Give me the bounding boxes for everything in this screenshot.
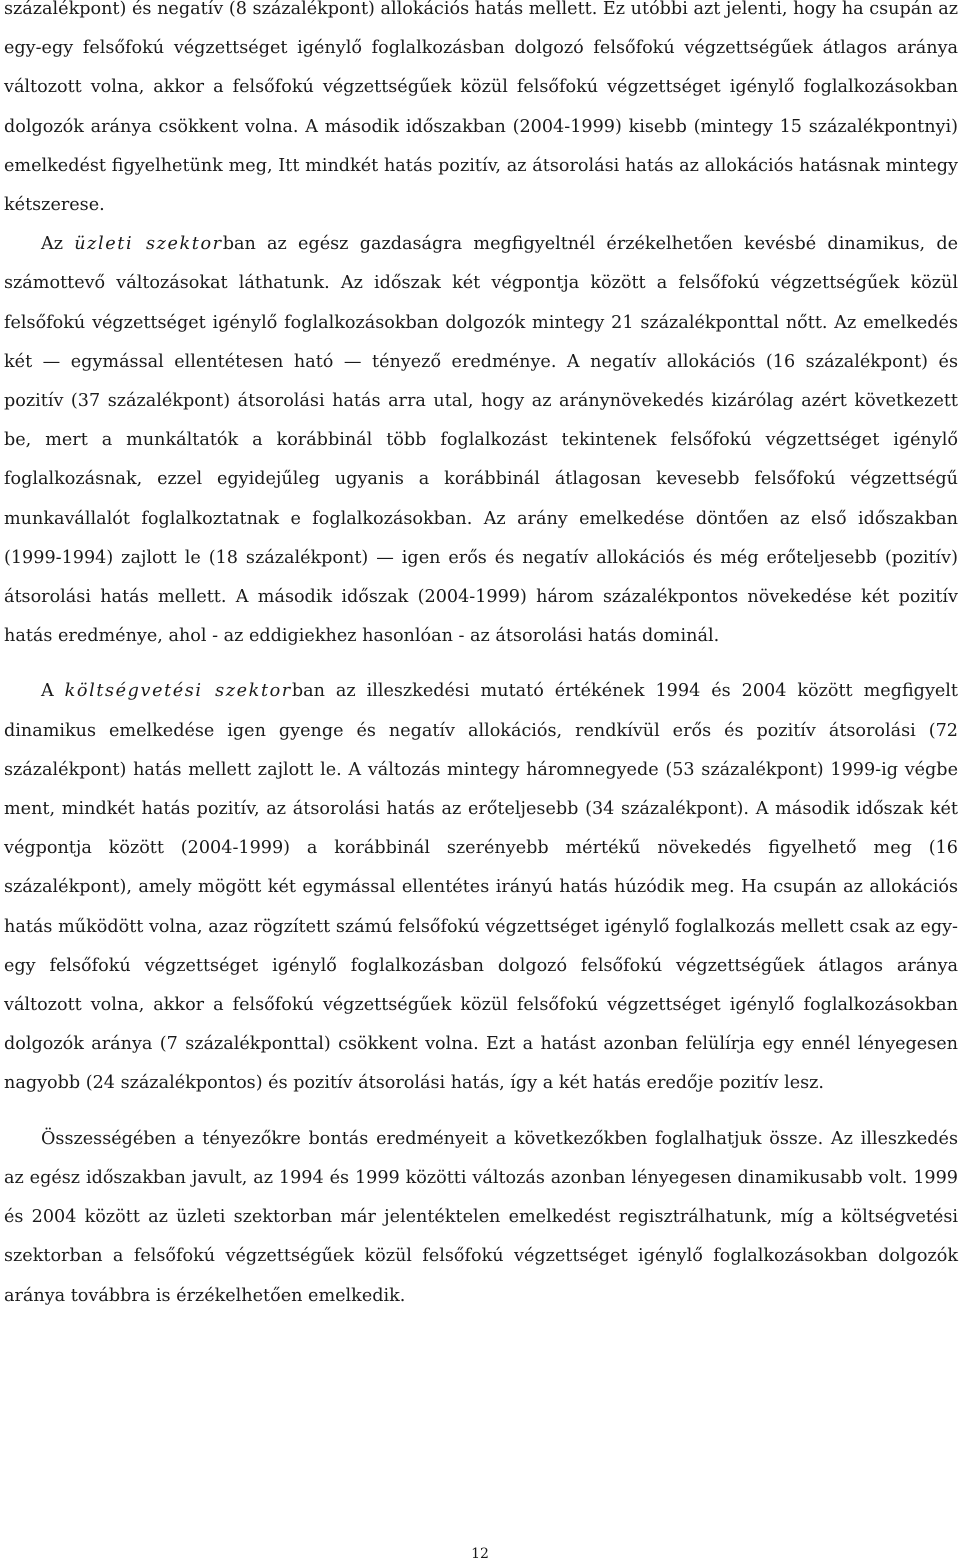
emphasized-term-business-sector: üzleti szektor — [74, 234, 223, 255]
paragraph-business-sector — [4, 225, 958, 656]
paragraph-body: ban az illeszkedési mutató értékének 1994 és 2004 között megfigyelt dinamikus emelkedése igen gyenge és negatív allokációs, rendkívül erős és pozitív átsorolási (72 százalékpont) hatás mellett zajlott le. A változás mintegy háromnegyede (53 százalékpont) 1999-ig végbe ment, mindkét hatás pozitív, az átsorolási hatás az erőteljesebb (34 százalékpont). A második időszak két végpontja között (2004-1999) a korábbinál szerényebb mértékű növekedés figyelhető meg (16 százalékpont), amely mögött két egymással ellentétes irányú hatás húzódik meg. Ha csupán az allokációs hatás működött volna, azaz rögzített számú felsőfokú végzettséget igénylő foglalkozás mellett csak az egy-egy felsőfokú végzettséget igénylő foglalkozásban dolgozó felsőfokú végzettségűek átlagos aránya változott volna, akkor a felsőfokú végzettségűek közül felsőfokú végzettséget igénylő foglalkozásokban dolgozók aránya (7 százalékponttal) csökkent volna. Ezt a hatást azonban felülírja egy ennél lényegesen nagyobb (24 százalékpontos) és pozitív átsorolási hatás, így a két hatás eredője pozitív lesz. — [4, 681, 958, 1094]
paragraph-budget-sector — [4, 672, 958, 1103]
paragraph-summary: Összességében a tényezőkre bontás eredményeit a következőkben foglalhatjuk össze. Az illeszkedés az egész időszakban javult, az 1994 és 1999 közötti változás azonban lényegesen dinamikusabb volt. 1999 és 2004 között az üzleti szektorban már jelentéktelen emelkedést regisztrálhatunk, míg a költségvetési szektorban a felsőfokú végzettségűek közül felsőfokú végzettséget igénylő foglalkozásokban dolgozók aránya továbbra is érzékelhetően emelkedik. — [4, 1128, 958, 1306]
paragraph-allocation-effects: százalékpont) és negatív (8 százalékpont) allokációs hatás mellett. Ez utóbbi azt jelenti, hogy ha csupán az egy-egy felsőfokú végzettséget igénylő foglalkozásban dolgozó felsőfokú végzettségűek átlagos aránya változott volna, akkor a felsőfokú végzettségűek közül felsőfokú végzettséget igénylő foglalkozásokban dolgozók aránya csökkent volna. A második időszakban (2004-1999) kisebb (mintegy 15 százalékpontnyi) emelkedést figyelhetünk meg, Itt mindkét hatás pozitív, az átsorolási hatás az allokációs hatásnak mintegy kétszerese. — [4, 0, 958, 216]
emphasized-term-budget-sector: költségvetési szektor — [64, 681, 292, 702]
paragraph-lead: Az — [41, 234, 75, 255]
document-page — [4, 0, 958, 1316]
page-number: 12 — [471, 1546, 489, 1562]
paragraph-lead: A — [41, 681, 65, 702]
paragraph-body: ban az egész gazdaságra megfigyeltnél érzékelhetően kevésbé dinamikus, de számottevő változásokat láthatunk. Az időszak két végpontja között a felsőfokú végzettségűek közül felsőfokú végzettséget igénylő foglalkozásokban dolgozók mintegy 21 százalékponttal nőtt. Az emelkedés két — egymással ellentétesen ható — tényező eredménye. A negatív allokációs (16 százalékpont) és pozitív (37 százalékpont) átsorolási hatás arra utal, hogy az aránynövekedés kizárólag azért következett be, mert a munkáltatók a korábbinál több foglalkozást tekintenek felsőfokú végzettséget igénylő foglalkozásnak, ezzel egyidejűleg ugyanis a korábbinál átlagosan kevesebb felsőfokú végzettségű munkavállalót foglalkoztatnak e foglalkozásokban. Az arány emelkedése döntően az első időszakban (1999-1994) zajlott le (18 százalékpont) — igen erős és negatív allokációs és még erőteljesebb (pozitív) átsorolási hatás mellett. A második időszak (2004-1999) három százalékpontos növekedése két pozitív hatás eredménye, ahol - az eddigiekhez hasonlóan - az átsorolási hatás dominál. — [4, 234, 958, 647]
